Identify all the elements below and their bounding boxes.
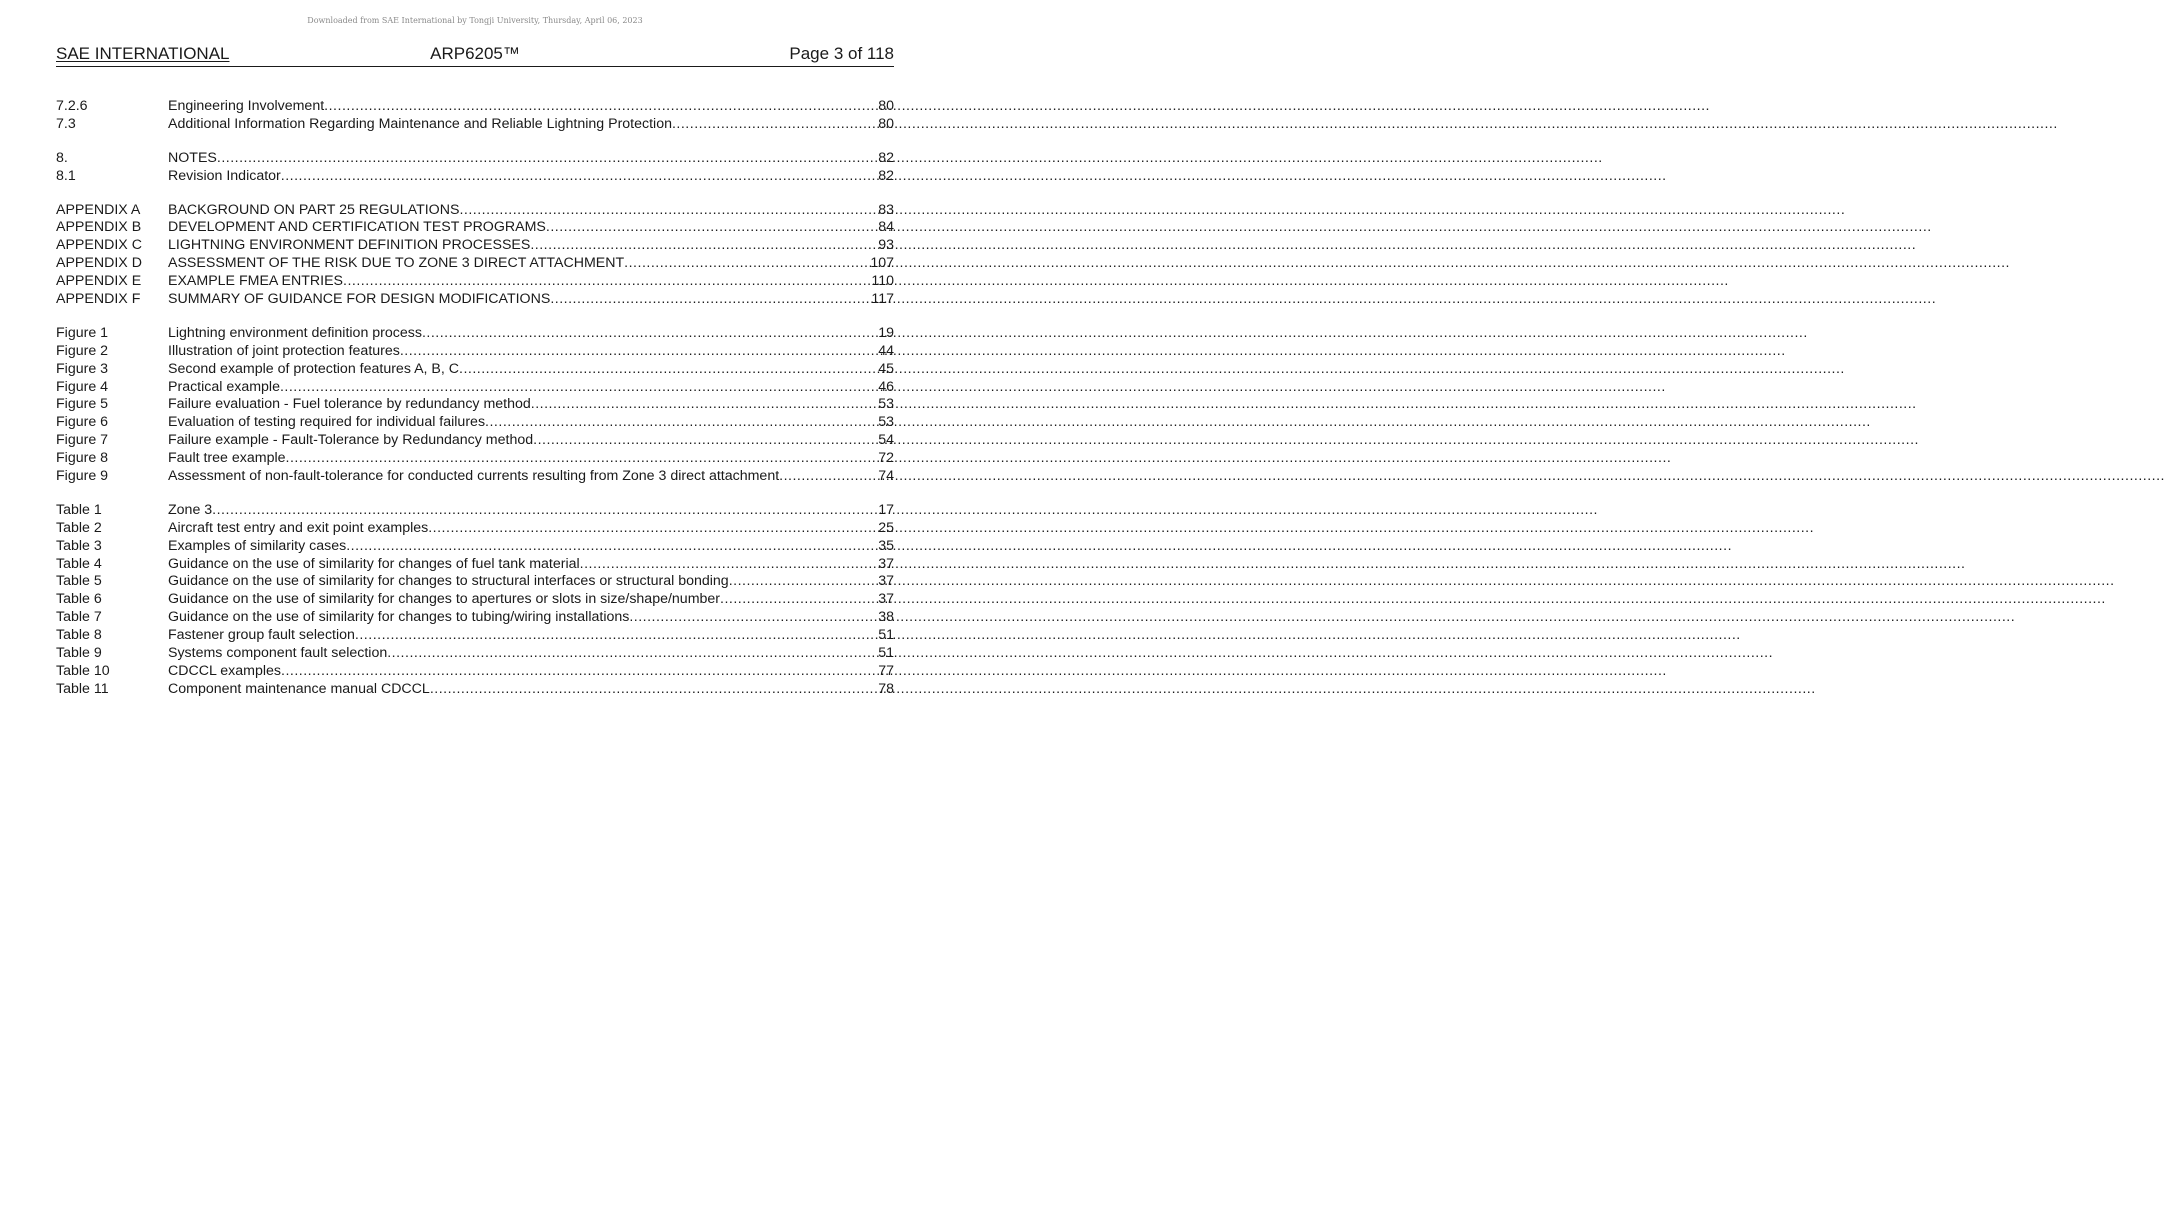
toc-entry-title: Examples of similarity cases — [168, 537, 347, 554]
toc-group-figures — [56, 325, 894, 486]
toc-entry-number: APPENDIX C — [56, 237, 142, 254]
toc-entry-page: 84 — [878, 219, 894, 236]
toc-entry[interactable] — [56, 325, 894, 343]
toc-entry-title: BACKGROUND ON PART 25 REGULATIONS — [168, 201, 460, 218]
toc-entry-title: Revision Indicator — [168, 167, 281, 184]
header-page-number: Page 3 of 118 — [789, 44, 894, 63]
toc-entry-number: Figure 9 — [56, 468, 109, 485]
toc-dot-leader — [624, 255, 868, 273]
toc-entry-page: 37 — [878, 591, 894, 608]
toc-entry[interactable] — [56, 219, 894, 237]
toc-dot-leader — [550, 291, 869, 309]
toc-entry-number: Figure 1 — [56, 324, 109, 341]
toc-entry-page: 78 — [878, 680, 894, 697]
toc-dot-leader — [400, 343, 876, 361]
toc-entry-title: Component maintenance manual CDCCL — [168, 680, 430, 697]
toc-dot-leader — [459, 202, 876, 220]
toc-entry-title: Lightning environment definition process — [168, 324, 422, 341]
toc-entry-number: Table 9 — [56, 645, 102, 662]
toc-entry-page: 19 — [878, 324, 894, 341]
toc-entry-page: 74 — [878, 468, 894, 485]
toc-entry-page: 93 — [878, 237, 894, 254]
toc-entry-number: 8.1 — [56, 167, 76, 184]
toc-entry-title: NOTES — [168, 149, 217, 166]
toc-dot-leader — [485, 414, 876, 432]
toc-entry-title: Guidance on the use of similarity for changes of fuel tank material — [168, 555, 580, 572]
toc-entry[interactable] — [56, 150, 894, 168]
toc-entry-title: Aircraft test entry and exit point examples — [168, 519, 429, 536]
toc-dot-leader — [212, 502, 876, 520]
toc-entry-title: Guidance on the use of similarity for changes to structural interfaces or structural bonding — [168, 573, 729, 590]
table-of-contents — [56, 98, 894, 715]
toc-entry-page: 77 — [878, 662, 894, 679]
toc-dot-leader — [729, 573, 877, 591]
toc-entry-number: Figure 3 — [56, 360, 109, 377]
toc-entry-number: Figure 8 — [56, 450, 109, 467]
toc-entry-number: Figure 6 — [56, 414, 109, 431]
toc-group-section-7 — [56, 98, 894, 134]
header-organization: SAE INTERNATIONAL — [56, 44, 230, 63]
toc-entry-page: 45 — [878, 360, 894, 377]
toc-entry-title: Guidance on the use of similarity for changes to tubing/wiring installations — [168, 609, 630, 626]
toc-dot-leader — [281, 168, 876, 186]
toc-entry-title: ASSESSMENT OF THE RISK DUE TO ZONE 3 DIRECT ATTACHMENT — [168, 255, 625, 272]
toc-entry[interactable] — [56, 681, 894, 699]
toc-entry-title: EXAMPLE FMEA ENTRIES — [168, 273, 344, 290]
toc-entry[interactable] — [56, 379, 894, 397]
toc-entry[interactable] — [56, 468, 894, 486]
toc-dot-leader — [672, 116, 876, 134]
toc-dot-leader — [355, 627, 876, 645]
toc-entry-page: 82 — [878, 167, 894, 184]
toc-entry-title: Evaluation of testing required for individual failures — [168, 414, 486, 431]
toc-entry-page: 51 — [878, 627, 894, 644]
toc-entry-title: Assessment of non-fault-tolerance for conducted currents resulting from Zone 3 direct attachment — [168, 468, 780, 485]
toc-entry-number: APPENDIX D — [56, 255, 142, 272]
toc-entry-title: Failure example - Fault-Tolerance by Redundancy method — [168, 432, 534, 449]
toc-entry[interactable] — [56, 202, 894, 220]
toc-entry[interactable] — [56, 573, 894, 591]
toc-dot-leader — [779, 468, 876, 486]
page-header — [56, 44, 894, 67]
toc-entry-page: 37 — [878, 555, 894, 572]
toc-dot-leader — [531, 396, 876, 414]
toc-entry-page: 46 — [878, 378, 894, 395]
toc-entry[interactable] — [56, 502, 894, 520]
toc-entry[interactable] — [56, 645, 894, 663]
toc-group-appendices — [56, 202, 894, 309]
toc-entry-page: 110 — [871, 273, 894, 290]
toc-entry[interactable] — [56, 663, 894, 681]
toc-entry-page: 107 — [870, 255, 894, 272]
toc-entry[interactable] — [56, 556, 894, 574]
toc-dot-leader — [580, 556, 877, 574]
toc-entry-number: APPENDIX E — [56, 273, 142, 290]
toc-dot-leader — [546, 219, 876, 237]
toc-dot-leader — [430, 681, 876, 699]
toc-entry-page: 83 — [878, 201, 894, 218]
toc-entry[interactable] — [56, 538, 894, 556]
toc-entry-number: Table 5 — [56, 573, 102, 590]
toc-entry-number: Table 7 — [56, 609, 102, 626]
toc-entry-title: Practical example — [168, 378, 280, 395]
toc-entry-title: Zone 3 — [168, 501, 213, 518]
toc-entry-title: CDCCL examples — [168, 662, 282, 679]
toc-entry[interactable] — [56, 255, 894, 273]
toc-dot-leader — [387, 645, 876, 663]
toc-entry-number: 7.2.6 — [56, 98, 88, 114]
toc-dot-leader — [280, 379, 876, 397]
toc-entry-number: Table 8 — [56, 627, 102, 644]
toc-entry[interactable] — [56, 627, 894, 645]
toc-entry-page: 80 — [878, 115, 894, 132]
toc-entry-page: 54 — [878, 432, 894, 449]
toc-entry-page: 17 — [878, 501, 894, 518]
toc-entry[interactable] — [56, 520, 894, 538]
toc-dot-leader — [324, 98, 876, 116]
toc-entry-page: 37 — [878, 573, 894, 590]
toc-dot-leader — [530, 237, 876, 255]
toc-dot-leader — [629, 609, 876, 627]
toc-group-section-8 — [56, 150, 894, 186]
toc-entry-number: Figure 4 — [56, 378, 109, 395]
toc-entry-number: Figure 5 — [56, 396, 109, 413]
toc-entry[interactable] — [56, 237, 894, 255]
toc-entry-number: APPENDIX B — [56, 219, 142, 236]
toc-entry-title: Additional Information Regarding Maintenance and Reliable Lightning Protection — [168, 115, 672, 132]
toc-dot-leader — [346, 538, 876, 556]
toc-entry-page: 53 — [878, 414, 894, 431]
toc-entry-page: 25 — [878, 519, 894, 536]
toc-entry-number: APPENDIX F — [56, 291, 141, 308]
toc-entry-page: 80 — [878, 98, 894, 114]
toc-dot-leader — [720, 591, 876, 609]
toc-entry-title: Systems component fault selection — [168, 645, 388, 662]
header-document-number: ARP6205™ — [430, 44, 520, 63]
toc-entry-title: Guidance on the use of similarity for changes to apertures or slots in size/shape/number — [168, 591, 721, 608]
toc-entry[interactable] — [56, 396, 894, 414]
toc-entry-page: 117 — [871, 291, 894, 308]
toc-entry-number: Table 11 — [56, 680, 109, 697]
toc-entry-number: Table 4 — [56, 555, 102, 572]
toc-dot-leader — [217, 150, 876, 168]
toc-entry-number: Figure 2 — [56, 342, 109, 359]
toc-entry[interactable] — [56, 116, 894, 134]
toc-group-tables — [56, 502, 894, 699]
toc-dot-leader — [343, 273, 869, 291]
toc-entry-title: Engineering Involvement — [168, 98, 325, 114]
toc-entry-title: LIGHTNING ENVIRONMENT DEFINITION PROCESSES — [168, 237, 531, 254]
toc-entry-page: 51 — [878, 645, 894, 662]
toc-entry[interactable] — [56, 609, 894, 627]
toc-entry[interactable] — [56, 343, 894, 361]
toc-dot-leader — [533, 432, 876, 450]
toc-entry-number: Table 6 — [56, 591, 102, 608]
toc-entry-number: 8. — [56, 149, 68, 166]
toc-dot-leader — [422, 325, 876, 343]
toc-entry-number: Figure 7 — [56, 432, 109, 449]
toc-entry[interactable] — [56, 273, 894, 291]
toc-entry[interactable] — [56, 98, 894, 116]
toc-dot-leader — [428, 520, 876, 538]
toc-entry-page: 82 — [878, 149, 894, 166]
toc-entry-number: Table 1 — [56, 501, 102, 518]
toc-entry-page: 35 — [878, 537, 894, 554]
download-watermark: Downloaded from SAE International by Tongji University, Thursday, April 06, 2023 — [307, 16, 643, 25]
toc-entry-number: Table 3 — [56, 537, 102, 554]
toc-entry-title: Failure evaluation - Fuel tolerance by redundancy method — [168, 396, 531, 413]
toc-entry[interactable] — [56, 361, 894, 379]
toc-entry[interactable] — [56, 414, 894, 432]
toc-entry-number: Table 10 — [56, 662, 110, 679]
toc-entry-title: DEVELOPMENT AND CERTIFICATION TEST PROGRAMS — [168, 219, 546, 236]
toc-dot-leader — [281, 663, 876, 681]
toc-entry[interactable] — [56, 291, 894, 309]
toc-entry-number: Table 2 — [56, 519, 102, 536]
toc-entry-page: 44 — [878, 342, 894, 359]
toc-entry[interactable] — [56, 591, 894, 609]
toc-entry-title: Fastener group fault selection — [168, 627, 355, 644]
toc-entry-title: SUMMARY OF GUIDANCE FOR DESIGN MODIFICATIONS — [168, 291, 551, 308]
toc-entry-number: APPENDIX A — [56, 201, 141, 218]
toc-entry-title: Second example of protection features A, B, C — [168, 360, 460, 377]
toc-entry-title: Fault tree example — [168, 450, 286, 467]
toc-entry[interactable] — [56, 168, 894, 186]
toc-dot-leader — [459, 361, 876, 379]
toc-entry[interactable] — [56, 450, 894, 468]
toc-entry[interactable] — [56, 432, 894, 450]
toc-dot-leader — [286, 450, 877, 468]
toc-entry-title: Illustration of joint protection features — [168, 342, 400, 359]
toc-entry-page: 72 — [878, 450, 894, 467]
toc-entry-number: 7.3 — [56, 115, 76, 132]
toc-entry-page: 53 — [878, 396, 894, 413]
toc-entry-page: 38 — [878, 609, 894, 626]
